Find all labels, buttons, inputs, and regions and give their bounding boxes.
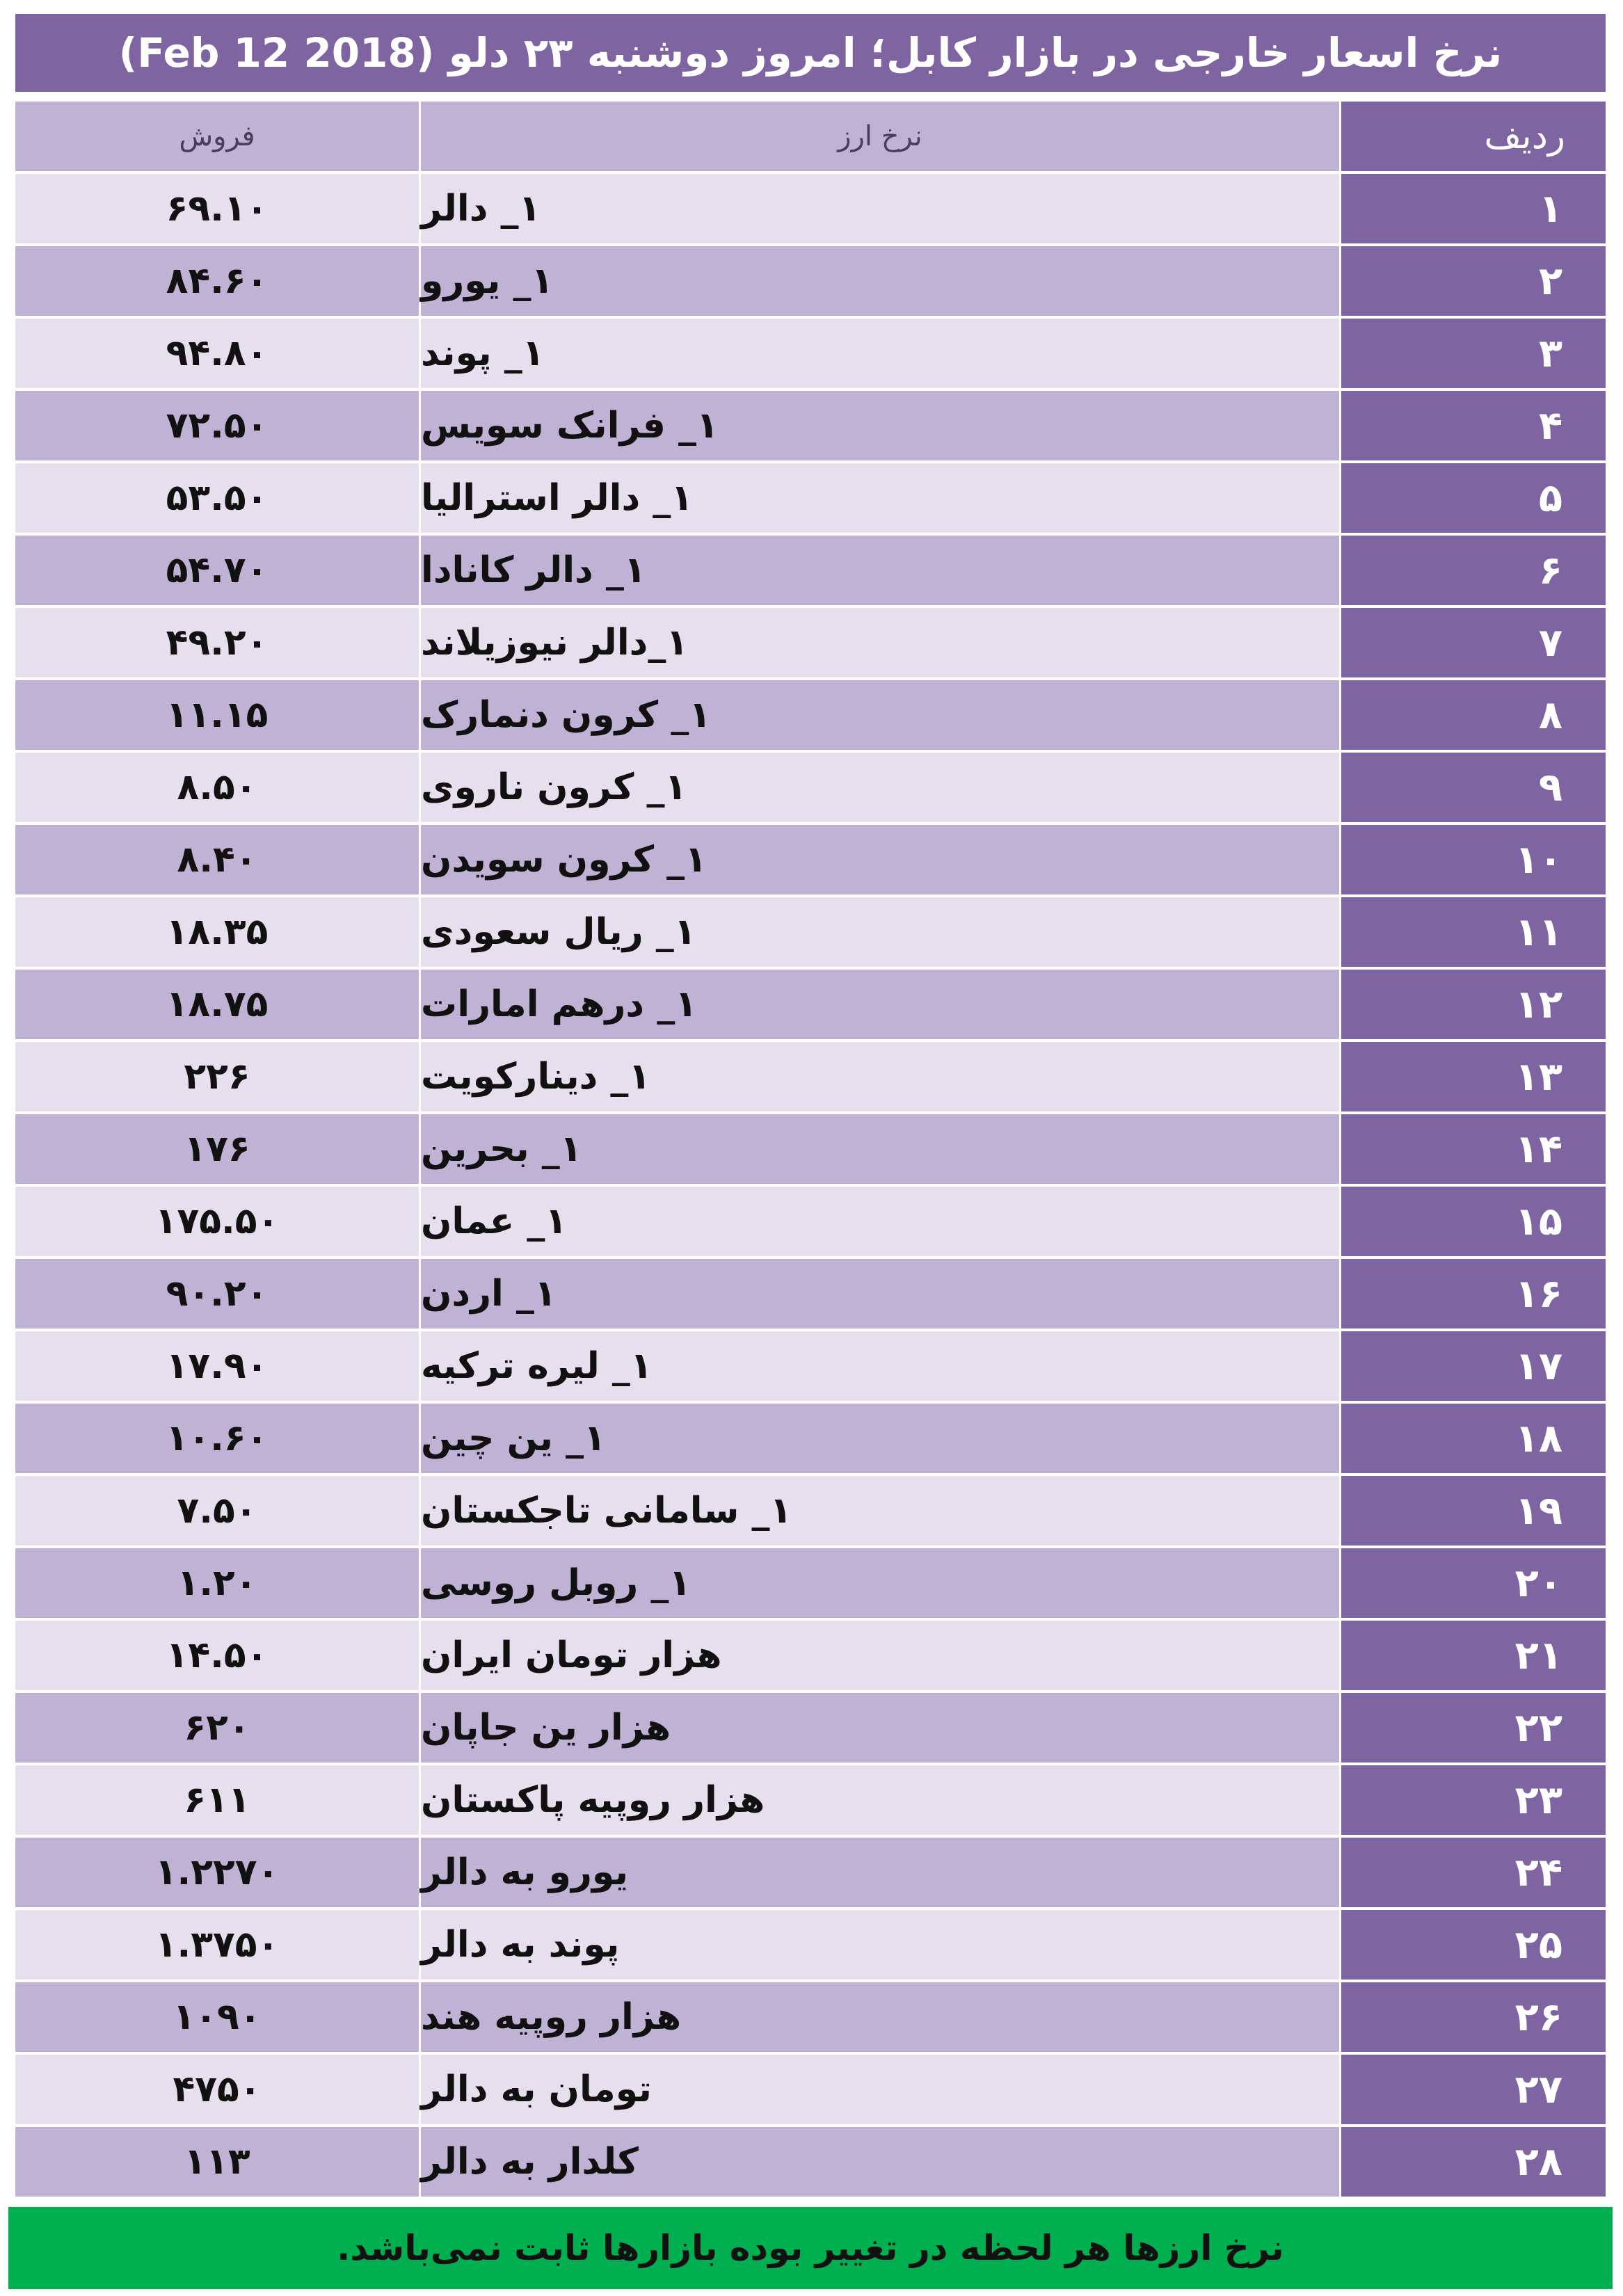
currency-name-cell: ۱_ دالر کانادا: [421, 536, 1339, 605]
currency-name-cell: ۱_ سامانی تاجکستان: [421, 1476, 1339, 1546]
sell-rate-cell: ۴۷۵۰: [15, 2055, 419, 2124]
row-number-cell: ۲۲: [1341, 1693, 1606, 1763]
row-number-cell: ۱۱: [1341, 897, 1606, 967]
row-number-cell: ۷: [1341, 608, 1606, 677]
sell-rate-cell: ۷۲.۵۰: [15, 391, 419, 460]
sell-rate-cell: ۱۰۹۰: [15, 1982, 419, 2052]
row-number-cell: ۲۷: [1341, 2055, 1606, 2124]
currency-name-cell: ۱_ درهم امارات: [421, 970, 1339, 1039]
sell-rate-cell: ۶۱۱: [15, 1765, 419, 1835]
currency-name-cell: ۱_ لیره ترکیه: [421, 1331, 1339, 1401]
row-number-cell: ۱۳: [1341, 1042, 1606, 1111]
sell-rate-cell: ۱۸.۷۵: [15, 970, 419, 1039]
currency-name-cell: هزار روپیه هند: [421, 1982, 1339, 2052]
row-number-cell: ۱۰: [1341, 825, 1606, 894]
row-number-cell: ۵: [1341, 463, 1606, 533]
currency-name-cell: ۱_ کرون سویدن: [421, 825, 1339, 894]
currency-name-cell: ۱_ روبل روسی: [421, 1548, 1339, 1618]
row-number-cell: ۲۶: [1341, 1982, 1606, 2052]
currency-name-cell: کلدار به دالر: [421, 2127, 1339, 2197]
sell-rate-cell: ۹۴.۸۰: [15, 319, 419, 388]
row-number-cell: ۲: [1341, 246, 1606, 316]
sell-rate-cell: ۵۴.۷۰: [15, 536, 419, 605]
row-number-cell: ۱۸: [1341, 1404, 1606, 1473]
row-number-cell: ۸: [1341, 680, 1606, 750]
sell-rate-cell: ۱۸.۳۵: [15, 897, 419, 967]
exchange-rate-table: [15, 102, 1606, 2197]
currency-name-cell: ۱_ عمان: [421, 1187, 1339, 1256]
row-number-cell: ۲۰: [1341, 1548, 1606, 1618]
currency-name-cell: ۱_ دینارکویت: [421, 1042, 1339, 1111]
sell-rate-cell: ۵۳.۵۰: [15, 463, 419, 533]
sell-rate-cell: ۱۰.۶۰: [15, 1404, 419, 1473]
page-title: نرخ اسعار خارجی در بازار کابل؛ امروز دوشنبه ۲۳ دلو (Feb 12 2018): [15, 14, 1606, 92]
sell-rate-cell: ۱۷.۹۰: [15, 1331, 419, 1401]
row-number-cell: ۱۹: [1341, 1476, 1606, 1546]
sell-rate-cell: ۷.۵۰: [15, 1476, 419, 1546]
sell-rate-cell: ۱۱.۱۵: [15, 680, 419, 750]
currency-name-cell: تومان به دالر: [421, 2055, 1339, 2124]
sell-rate-cell: ۱۱۳: [15, 2127, 419, 2197]
row-number-cell: ۲۵: [1341, 1910, 1606, 1980]
row-number-cell: ۴: [1341, 391, 1606, 460]
header-row-number: ردیف: [1341, 102, 1606, 171]
sell-rate-cell: ۸۴.۶۰: [15, 246, 419, 316]
currency-name-cell: ۱_ کرون ناروی: [421, 753, 1339, 822]
sell-rate-cell: ۲۲۶: [15, 1042, 419, 1111]
footer-note: نرخ ارزها هر لحظه در تغییر بوده بازارها ثابت نمی‌باشد.: [8, 2207, 1613, 2289]
currency-name-cell: ۱_ ین چین: [421, 1404, 1339, 1473]
sell-rate-cell: ۶۹.۱۰: [15, 174, 419, 243]
sell-rate-cell: ۹۰.۲۰: [15, 1259, 419, 1328]
currency-name-cell: یورو به دالر: [421, 1838, 1339, 1907]
sell-rate-cell: ۴۹.۲۰: [15, 608, 419, 677]
row-number-cell: ۱۶: [1341, 1259, 1606, 1328]
currency-name-cell: ۱_ فرانک سویس: [421, 391, 1339, 460]
sell-rate-cell: ۱.۲۰: [15, 1548, 419, 1618]
row-number-cell: ۱۲: [1341, 970, 1606, 1039]
currency-name-cell: ۱_ دالر: [421, 174, 1339, 243]
sell-rate-cell: ۸.۴۰: [15, 825, 419, 894]
sell-rate-cell: ۶۲۰: [15, 1693, 419, 1763]
row-number-cell: ۲۱: [1341, 1621, 1606, 1690]
currency-name-cell: ۱_ اردن: [421, 1259, 1339, 1328]
currency-name-cell: پوند به دالر: [421, 1910, 1339, 1980]
header-rate: نرخ ارز: [421, 102, 1339, 171]
currency-name-cell: ۱_ پوند: [421, 319, 1339, 388]
currency-name-cell: ۱_ کرون دنمارک: [421, 680, 1339, 750]
row-number-cell: ۲۸: [1341, 2127, 1606, 2197]
header-sell: فروش: [15, 102, 419, 171]
sell-rate-cell: ۱۴.۵۰: [15, 1621, 419, 1690]
row-number-cell: ۱: [1341, 174, 1606, 243]
row-number-cell: ۱۴: [1341, 1114, 1606, 1184]
row-number-cell: ۳: [1341, 319, 1606, 388]
row-number-cell: ۱۵: [1341, 1187, 1606, 1256]
sell-rate-cell: ۱۷۶: [15, 1114, 419, 1184]
sell-rate-cell: ۱.۲۲۷۰: [15, 1838, 419, 1907]
sell-rate-cell: ۸.۵۰: [15, 753, 419, 822]
currency-name-cell: ۱_دالر نیوزیلاند: [421, 608, 1339, 677]
row-number-cell: ۶: [1341, 536, 1606, 605]
currency-name-cell: هزار روپیه پاکستان: [421, 1765, 1339, 1835]
sell-rate-cell: ۱۷۵.۵۰: [15, 1187, 419, 1256]
row-number-cell: ۲۴: [1341, 1838, 1606, 1907]
currency-name-cell: ۱_ دالر استرالیا: [421, 463, 1339, 533]
row-number-cell: ۱۷: [1341, 1331, 1606, 1401]
row-number-cell: ۲۳: [1341, 1765, 1606, 1835]
sell-rate-cell: ۱.۳۷۵۰: [15, 1910, 419, 1980]
row-number-cell: ۹: [1341, 753, 1606, 822]
currency-name-cell: ۱_ ریال سعودی: [421, 897, 1339, 967]
currency-name-cell: هزار تومان ایران: [421, 1621, 1339, 1690]
currency-name-cell: ۱_ بحرین: [421, 1114, 1339, 1184]
currency-name-cell: هزار ین جاپان: [421, 1693, 1339, 1763]
currency-name-cell: ۱_ یورو: [421, 246, 1339, 316]
